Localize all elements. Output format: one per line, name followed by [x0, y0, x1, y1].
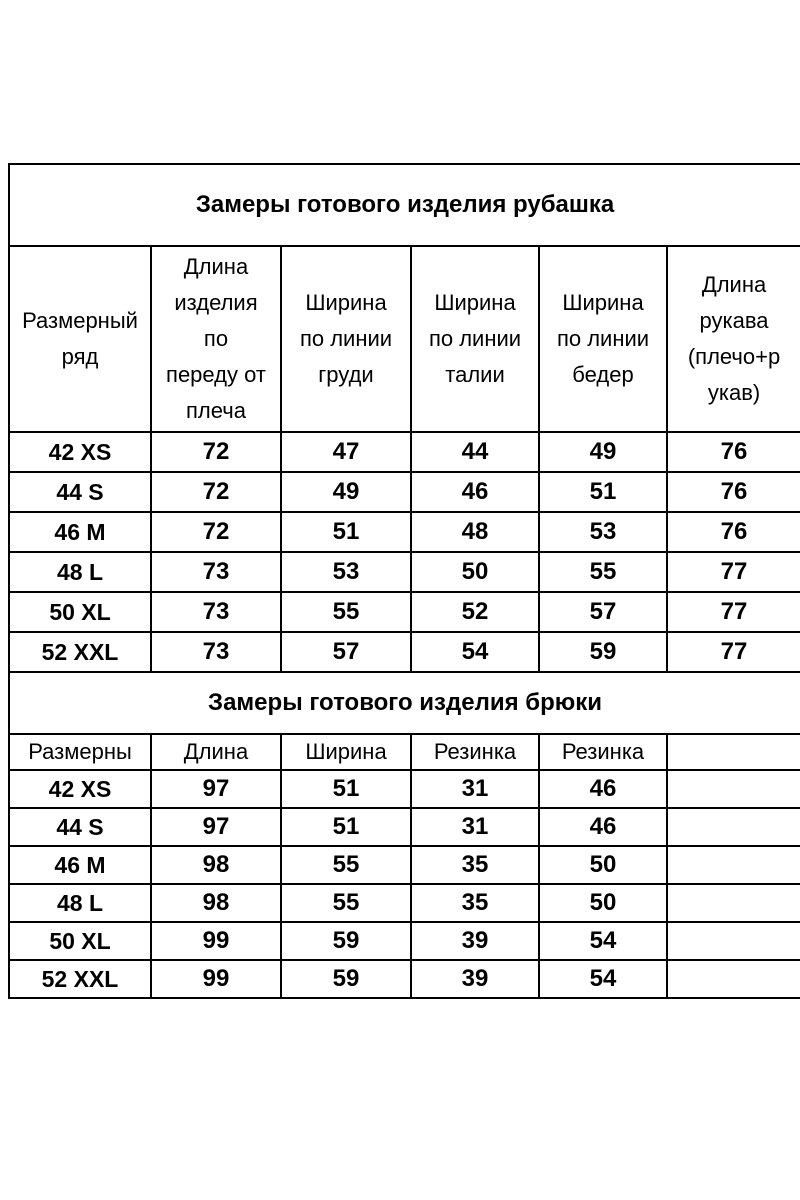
measurement-value: 72 [151, 472, 281, 512]
size-label: 52 XXL [9, 632, 151, 672]
measurement-value: 97 [151, 770, 281, 808]
header-line: укав) [707, 380, 761, 405]
measurement-value: 51 [281, 808, 411, 846]
pants-title-row [9, 672, 800, 734]
measurement-value: 39 [411, 922, 539, 960]
measurement-value: 57 [539, 592, 667, 632]
header-line: по линии [556, 326, 650, 351]
measurement-value: 77 [667, 592, 800, 632]
header-line: Длина [701, 272, 767, 297]
header-line: изделия [174, 290, 258, 315]
measurement-value: 47 [281, 432, 411, 472]
header-line: по линии [428, 326, 522, 351]
size-chart-table [8, 163, 800, 999]
shirt-column-header [539, 246, 667, 432]
header-line: бедер [572, 362, 634, 387]
measurement-value: 55 [281, 846, 411, 884]
pants-column-header [667, 734, 800, 770]
header-line: рукава [699, 308, 769, 333]
pants-column-header: Ширина [281, 734, 411, 770]
header-line: Размерный [22, 308, 138, 333]
header-line: груди [318, 362, 374, 387]
pants-column-header: Размерны [9, 734, 151, 770]
measurement-value: 52 [411, 592, 539, 632]
size-label: 48 L [9, 884, 151, 922]
measurement-value: 50 [411, 552, 539, 592]
pants-section [9, 672, 800, 998]
table-row [9, 960, 800, 998]
measurement-value: 50 [539, 846, 667, 884]
header-line: Ширина [305, 290, 387, 315]
pants-header-row [9, 734, 800, 770]
measurement-value: 49 [539, 432, 667, 472]
measurement-value [667, 770, 800, 808]
measurement-value: 48 [411, 512, 539, 552]
pants-column-header: Резинка [539, 734, 667, 770]
header-line: по [203, 326, 229, 351]
table-row [9, 846, 800, 884]
measurement-value: 46 [411, 472, 539, 512]
measurement-value: 35 [411, 884, 539, 922]
measurement-value: 55 [281, 884, 411, 922]
measurement-value: 51 [539, 472, 667, 512]
measurement-value: 97 [151, 808, 281, 846]
shirt-column-header [9, 246, 151, 432]
table-row [9, 770, 800, 808]
size-label: 42 XS [9, 770, 151, 808]
measurement-value [667, 922, 800, 960]
measurement-value: 54 [539, 922, 667, 960]
measurement-value: 73 [151, 552, 281, 592]
measurement-value: 77 [667, 552, 800, 592]
header-line: (плечо+р [687, 344, 781, 369]
measurement-value: 39 [411, 960, 539, 998]
measurement-value: 98 [151, 846, 281, 884]
pants-column-header: Резинка [411, 734, 539, 770]
measurement-value: 31 [411, 808, 539, 846]
measurement-value: 53 [539, 512, 667, 552]
shirt-column-header [151, 246, 281, 432]
table-row [9, 512, 800, 552]
size-label: 50 XL [9, 592, 151, 632]
measurement-value [667, 884, 800, 922]
measurement-value: 57 [281, 632, 411, 672]
measurement-value [667, 808, 800, 846]
header-line: Ширина [562, 290, 644, 315]
header-line: талии [445, 362, 505, 387]
measurement-value: 55 [539, 552, 667, 592]
header-line: по линии [299, 326, 393, 351]
header-line: плеча [186, 398, 246, 423]
table-row [9, 472, 800, 512]
pants-column-header: Длина [151, 734, 281, 770]
measurement-value: 73 [151, 632, 281, 672]
table-row [9, 884, 800, 922]
measurement-value: 55 [281, 592, 411, 632]
size-label: 42 XS [9, 432, 151, 472]
table-row [9, 922, 800, 960]
measurement-value: 76 [667, 472, 800, 512]
measurement-value: 46 [539, 770, 667, 808]
measurement-value: 99 [151, 960, 281, 998]
measurement-value: 76 [667, 432, 800, 472]
size-label: 46 M [9, 846, 151, 884]
measurement-value [667, 960, 800, 998]
header-line: Длина [183, 254, 249, 279]
measurement-value: 49 [281, 472, 411, 512]
table-row [9, 592, 800, 632]
measurement-value: 51 [281, 512, 411, 552]
shirt-title-row [9, 164, 800, 246]
measurement-value: 54 [539, 960, 667, 998]
header-line: Ширина [434, 290, 516, 315]
header-line: ряд [61, 344, 99, 369]
measurement-value: 72 [151, 432, 281, 472]
measurement-value: 31 [411, 770, 539, 808]
size-label: 50 XL [9, 922, 151, 960]
measurement-value: 99 [151, 922, 281, 960]
measurement-value: 35 [411, 846, 539, 884]
size-label: 44 S [9, 808, 151, 846]
table-row [9, 632, 800, 672]
measurement-value: 54 [411, 632, 539, 672]
measurement-value: 76 [667, 512, 800, 552]
measurement-value: 50 [539, 884, 667, 922]
size-label: 44 S [9, 472, 151, 512]
measurement-value: 59 [281, 922, 411, 960]
measurement-value: 53 [281, 552, 411, 592]
table-row [9, 432, 800, 472]
pants-title: Замеры готового изделия брюки [9, 672, 800, 734]
shirt-section [9, 164, 800, 672]
measurement-value: 46 [539, 808, 667, 846]
size-label: 52 XXL [9, 960, 151, 998]
header-line: переду от [166, 362, 266, 387]
measurement-value: 59 [539, 632, 667, 672]
measurement-value: 98 [151, 884, 281, 922]
measurement-value: 51 [281, 770, 411, 808]
size-label: 48 L [9, 552, 151, 592]
measurement-value: 77 [667, 632, 800, 672]
table-row [9, 552, 800, 592]
measurement-value: 59 [281, 960, 411, 998]
measurement-value: 72 [151, 512, 281, 552]
shirt-column-header [281, 246, 411, 432]
size-label: 46 M [9, 512, 151, 552]
size-chart-sheet [8, 163, 800, 999]
shirt-header-row [9, 246, 800, 432]
shirt-title: Замеры готового изделия рубашка [9, 164, 800, 246]
shirt-column-header [667, 246, 800, 432]
measurement-value: 73 [151, 592, 281, 632]
measurement-value [667, 846, 800, 884]
shirt-column-header [411, 246, 539, 432]
table-row [9, 808, 800, 846]
measurement-value: 44 [411, 432, 539, 472]
